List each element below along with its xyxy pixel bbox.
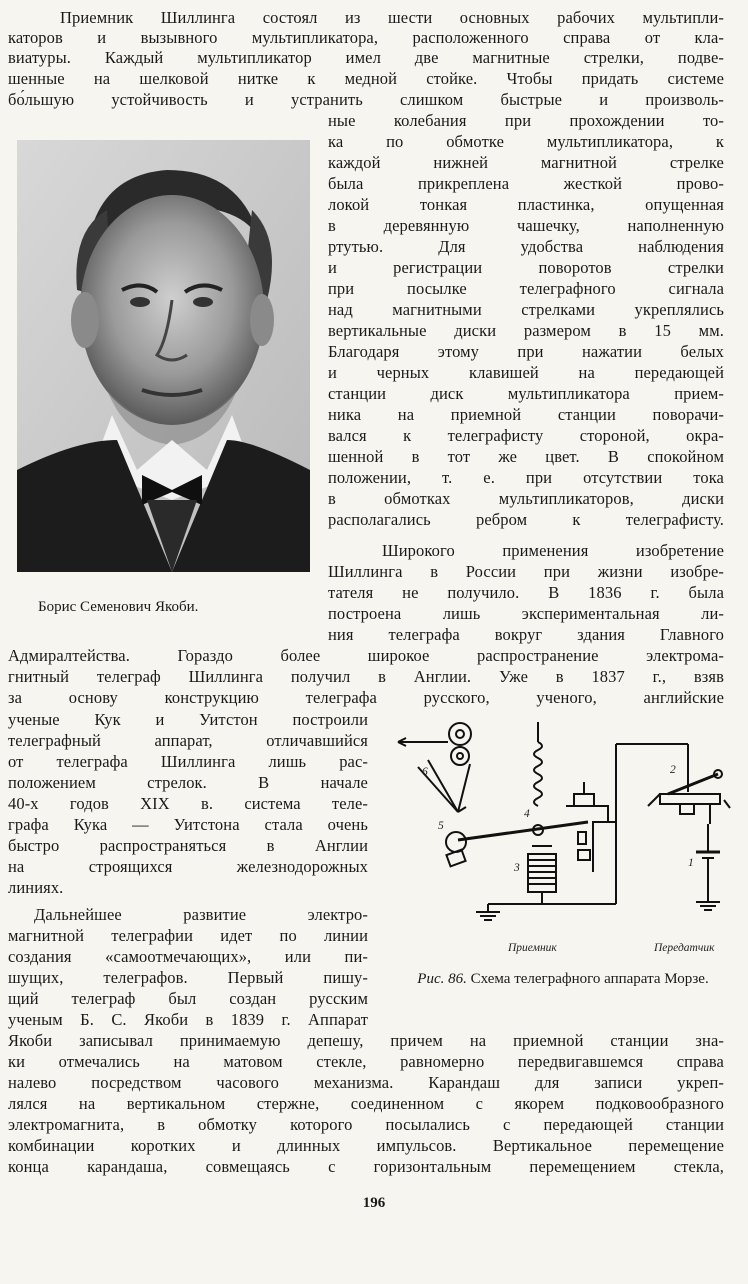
text-line: располагались ребром к телеграфисту.: [328, 510, 724, 529]
text-line: станции диск мультипликатора прием-: [328, 384, 724, 403]
text-line: над магнитными стрелками укреплялись: [328, 300, 724, 319]
text-line: ния телеграфа вокруг здания Главного: [328, 625, 724, 644]
text-line: каждой нижней магнитной стрелке: [328, 153, 724, 172]
portrait-image: [17, 140, 310, 572]
text-line: налево посредством часового механизма. Карандаш для записи укреп-: [8, 1073, 724, 1092]
text-line: ка по обмотке мультипликатора, к: [328, 132, 724, 151]
text-line: была прикреплена жесткой прово-: [328, 174, 724, 193]
text-line: положении, т. е. при отсутствии тока: [328, 468, 724, 487]
text-line: шенные на шелковой нитке к медной стойке. Чтобы придать системе: [8, 69, 724, 88]
text-line: ника на приемной станции поворачи-: [328, 405, 724, 424]
text-line: и черных клавишей на передающей: [328, 363, 724, 382]
text-line: вался к телеграфисту стороной, окра-: [328, 426, 724, 445]
page-number: 196: [362, 1195, 386, 1211]
diagram-number-3: 3: [514, 862, 520, 874]
text-line: ки отмечались на матовом стекле, равномерно передвигавшемся справа: [8, 1052, 724, 1071]
text-line: локой тонкая пластинка, опущенная: [328, 195, 724, 214]
text-line: гнитный телеграф Шиллинга получил в Англии. Уже в 1837 г., взяв: [8, 667, 724, 686]
text-line: ученые Кук и Уитстон построили: [8, 710, 368, 729]
diagram-number-6: 6: [422, 766, 428, 778]
text-line: ученым Б. С. Якоби в 1839 г. Аппарат: [8, 1010, 368, 1029]
text-line: быстро распространяться в Англии: [8, 836, 368, 855]
receiver-label: Приемник: [508, 942, 557, 954]
text-line: от телеграфа Шиллинга лишь рас-: [8, 752, 368, 771]
text-line: бо́льшую устойчивость и устранить слишком быстрые и произволь-: [8, 90, 724, 109]
text-line: при посылке телеграфного сигнала: [328, 279, 724, 298]
text-line: каторов и вызывного мультипликатора, расположенного справа от кла-: [8, 28, 724, 47]
text-line: конца карандаша, совмещаясь с горизонтальным перемещением стекла,: [8, 1157, 724, 1176]
text-line: Приемник Шиллинга состоял из шести основных рабочих мультипли-: [60, 8, 724, 27]
text-line: Благодаря этому при нажатии белых: [328, 342, 724, 361]
portrait-caption: Борис Семенович Якоби.: [38, 599, 199, 615]
morse-diagram: [388, 712, 740, 967]
text-line: Широкого применения изобретение: [382, 541, 724, 560]
text-line: на строящихся железнодорожных: [8, 857, 368, 876]
text-line: графа Кука — Уитстона стала очень: [8, 815, 368, 834]
diagram-number-4: 4: [524, 808, 530, 820]
text-line: ртутью. Для удобства наблюдения: [328, 237, 724, 256]
figure-number: Рис. 86.: [417, 971, 467, 987]
text-line: построена лишь экспериментальная ли-: [328, 604, 724, 623]
text-line: положением стрелок. В начале: [8, 773, 368, 792]
diagram-number-2: 2: [670, 764, 676, 776]
transmitter-label: Передатчик: [654, 942, 715, 954]
text-line: в обмотках мультипликаторов, диски: [328, 489, 724, 508]
text-line: вертикальные диски размером в 15 мм.: [328, 321, 724, 340]
text-line: Адмиралтейства. Гораздо более широкое распространение электрома-: [8, 646, 724, 665]
text-line: создания «самоотмечающих», или пи-: [8, 947, 368, 966]
diagram-number-5: 5: [438, 820, 444, 832]
text-line: за основу конструкцию телеграфа русского, ученого, английские: [8, 688, 724, 707]
text-line: телеграфный аппарат, отличавшийся: [8, 731, 368, 750]
portrait-photo: [17, 140, 310, 572]
text-line: в деревянную чашечку, наполненную: [328, 216, 724, 235]
morse-schematic: [388, 712, 740, 967]
text-line: виатуры. Каждый мультипликатор имел две магнитные стрелки, подве-: [8, 48, 724, 67]
text-line: шущих, телеграфов. Первый пишу-: [8, 968, 368, 987]
text-line: Якоби записывал принимаемую депешу, причем на приемной станции зна-: [8, 1031, 724, 1050]
text-line: Шиллинга в России при жизни изобре-: [328, 562, 724, 581]
text-line: шенной в тот же цвет. В спокойном: [328, 447, 724, 466]
text-line: щий телеграф был создан русским: [8, 989, 368, 1008]
text-line: ные колебания при прохождении то-: [328, 111, 724, 130]
figure-caption-text: Схема телеграфного аппарата Морзе.: [470, 971, 709, 987]
figure-caption: [398, 970, 728, 988]
diagram-number-1: 1: [688, 857, 694, 869]
text-line: 40-х годов XIX в. система теле-: [8, 794, 368, 813]
text-line: Дальнейшее развитие электро-: [34, 905, 368, 924]
text-line: и регистрации поворотов стрелки: [328, 258, 724, 277]
text-line: комбинации коротких и длинных импульсов. Вертикальное перемещение: [8, 1136, 724, 1155]
text-line: магнитной телеграфии идет по линии: [8, 926, 368, 945]
text-line: электромагнита, в обмотку которого посылались с передающей станции: [8, 1115, 724, 1134]
text-line: тателя не получило. В 1836 г. была: [328, 583, 724, 602]
text-line: линиях.: [8, 878, 64, 897]
text-line: лялся на вертикальном стержне, соединенном с якорем подковообразного: [8, 1094, 724, 1113]
